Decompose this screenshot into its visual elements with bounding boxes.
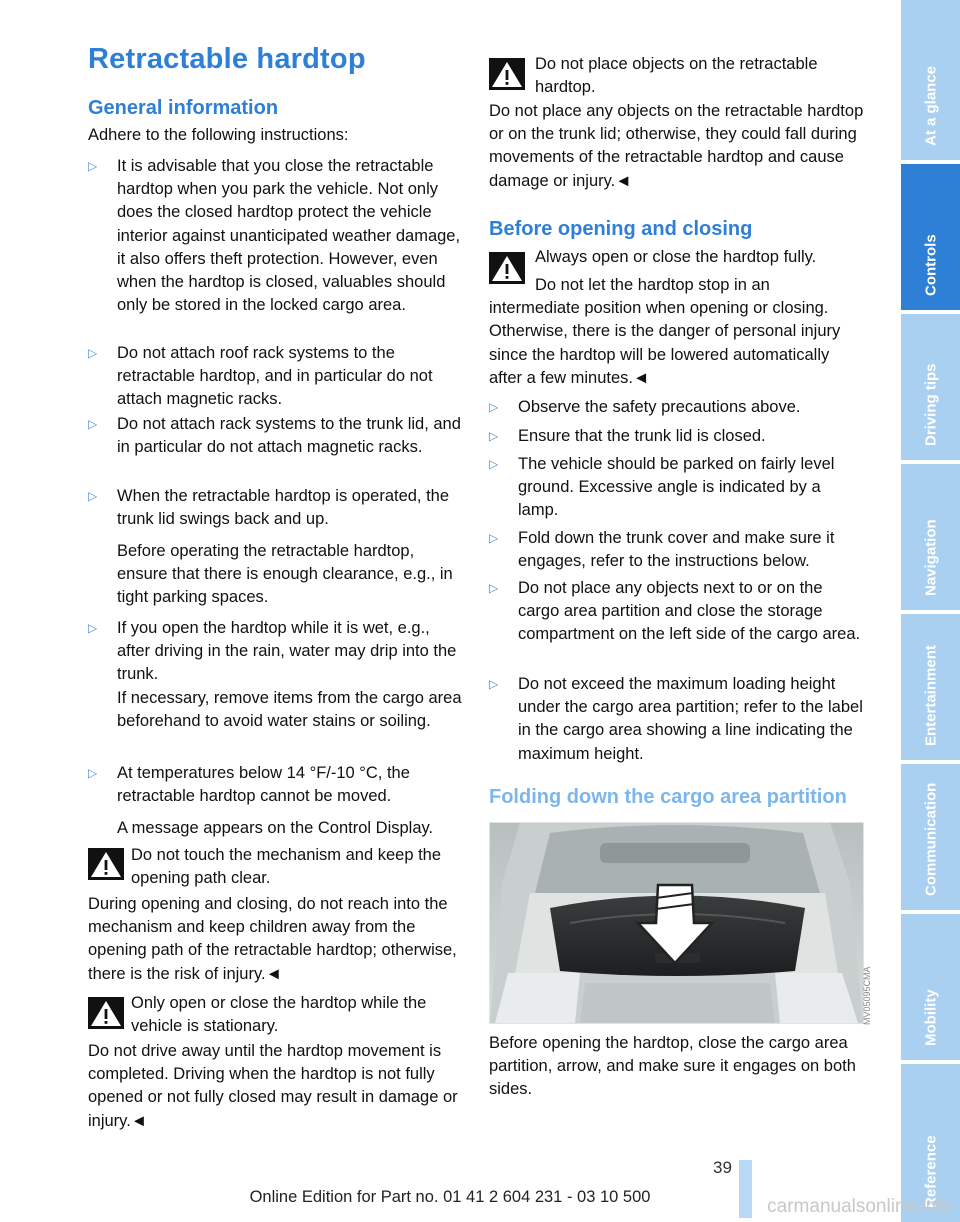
warning-body: Do not place any objects on the retractable hardtop or on the trunk lid; otherwise, they could fall during movements of the retractable hardtop and cause damage or injury.◄ xyxy=(489,102,864,190)
list-item-text: Do not attach roof rack systems to the retractable hardtop, and in particular do not attach magnetic racks. xyxy=(117,344,433,409)
bullet-marker: ▷ xyxy=(489,429,499,443)
heading-folding-partition: Folding down the cargo area partition xyxy=(489,786,847,808)
sidebar-tab-label: At a glance xyxy=(922,65,939,146)
list-item-text: Observe the safety precautions above. xyxy=(518,398,801,416)
page-number: 39 xyxy=(713,1158,732,1177)
warning-body: Do not let the hardtop stop in an intermediate position when opening or closing. Otherwise, there is the danger of personal injury since the hardtop will be lowered automatically after a few minutes.◄ xyxy=(489,276,841,387)
bullet-marker: ▷ xyxy=(489,400,499,414)
sidebar-tab-label: Mobility xyxy=(922,989,939,1046)
list-item xyxy=(489,673,865,767)
list-item xyxy=(489,577,865,671)
warning-icon xyxy=(489,58,525,90)
warning-lead: Always open or close the hardtop fully. xyxy=(535,248,817,266)
list-item xyxy=(88,762,464,810)
warning-lead: Do not touch the mechanism and keep the opening path clear. xyxy=(131,846,442,888)
sidebar-tab-navigation[interactable] xyxy=(901,464,960,610)
bullet-marker: ▷ xyxy=(88,346,98,360)
watermark: carmanualsonline.info xyxy=(767,1196,952,1217)
list-item xyxy=(88,413,464,483)
warning-body: During opening and closing, do not reach into the mechanism and keep children away from the opening path of the retractable hardtop; otherwise, there is the risk of injury.◄ xyxy=(88,895,457,983)
warning-body: Do not drive away until the hardtop movement is completed. Driving when the hardtop is not fully opened or not fully closed may result in damage or injury.◄ xyxy=(88,1042,458,1130)
bullet-continuation: If necessary, remove items from the cargo area beforehand to avoid water stains or soiling. xyxy=(117,689,462,731)
list-item-text: Fold down the trunk cover and make sure it engages, refer to the instructions below. xyxy=(518,529,835,571)
list-item xyxy=(489,527,865,575)
page-title: Retractable hardtop xyxy=(88,43,366,75)
heading-before-opening: Before opening and closing xyxy=(489,218,753,240)
bullet-marker: ▷ xyxy=(489,531,499,545)
list-item-text: When the retractable hardtop is operated, the trunk lid swings back and up. xyxy=(117,487,450,529)
list-item-text: If you open the hardtop while it is wet, e.g., after driving in the rain, water may drip into the trunk. xyxy=(117,619,457,684)
bullet-marker: ▷ xyxy=(88,766,98,780)
bullet-continuation: Before operating the retractable hardtop, ensure that there is enough clearance, e.g., in tight parking spaces. xyxy=(117,542,453,607)
list-item-text: It is advisable that you close the retractable hardtop when you park the vehicle. Not only does the closed hardtop protect the vehicle interior against unanticipated weather damage, it also offers theft protection. However, even when the hardtop is closed, valuables should only be stored in the locked cargo area. xyxy=(117,157,461,315)
list-item xyxy=(88,485,464,533)
bullet-marker: ▷ xyxy=(489,581,499,595)
heading-general-information: General information xyxy=(88,97,279,119)
list-item xyxy=(88,342,464,412)
footer-edition: Online Edition for Part no. 01 41 2 604 231 - 03 10 500 xyxy=(249,1188,651,1206)
sidebar-tab-entertainment[interactable] xyxy=(901,614,960,760)
list-item-text: Ensure that the trunk lid is closed. xyxy=(518,427,766,445)
list-item-text: The vehicle should be parked on fairly level ground. Excessive angle is indicated by a lamp. xyxy=(518,455,835,520)
warning-icon xyxy=(88,848,124,880)
bullet-marker: ▷ xyxy=(88,621,98,635)
photo-caption: Before opening the hardtop, close the cargo area partition, arrow, and make sure it engages on both sides. xyxy=(489,1034,856,1099)
cargo-area-illustration xyxy=(490,823,863,1023)
sidebar-tab-label: Reference xyxy=(922,1135,939,1208)
cargo-partition-photo xyxy=(489,822,864,1024)
sidebar-tab-label: Driving tips xyxy=(922,363,939,446)
warning-lead: Do not place objects on the retractable hardtop. xyxy=(535,55,818,97)
sidebar-tab-label: Entertainment xyxy=(922,645,939,746)
bullet-marker: ▷ xyxy=(489,457,499,471)
sidebar-tab-controls[interactable] xyxy=(901,164,960,310)
bullet-marker: ▷ xyxy=(88,489,98,503)
list-item xyxy=(489,425,865,451)
warning-lead: Only open or close the hardtop while the vehicle is stationary. xyxy=(131,994,427,1036)
list-item xyxy=(88,155,464,335)
sidebar-tab-label: Controls xyxy=(922,234,939,296)
sidebar-tab-driving-tips[interactable] xyxy=(901,314,960,460)
sidebar-tab-label: Navigation xyxy=(922,519,939,596)
sidebar-tab-label: Communication xyxy=(922,782,939,896)
chapter-sidebar xyxy=(901,0,960,1222)
list-item xyxy=(489,396,865,422)
list-item xyxy=(489,453,865,523)
list-item-text: At temperatures below 14 °F/-10 °C, the retractable hardtop cannot be moved. xyxy=(117,764,410,806)
list-item-text: Do not place any objects next to or on the cargo area partition and close the storage compartment on the left side of the cargo area. xyxy=(518,579,861,644)
warning-icon xyxy=(88,997,124,1029)
image-code: MV05095CMA xyxy=(862,966,872,1025)
bullet-marker: ▷ xyxy=(88,159,98,173)
sidebar-tab-at-a-glance[interactable] xyxy=(901,0,960,160)
list-item xyxy=(88,617,464,687)
bullet-marker: ▷ xyxy=(489,677,499,691)
bullet-marker: ▷ xyxy=(88,417,98,431)
sidebar-tab-mobility[interactable] xyxy=(901,914,960,1060)
sidebar-tab-communication[interactable] xyxy=(901,764,960,910)
general-intro: Adhere to the following instructions: xyxy=(88,126,349,144)
bullet-continuation: A message appears on the Control Display. xyxy=(117,819,434,837)
list-item-text: Do not exceed the maximum loading height under the cargo area partition; refer to the label in the cargo area showing a line indicating the maximum height. xyxy=(518,675,863,763)
list-item-text: Do not attach rack systems to the trunk lid, and in particular do not attach magnetic racks. xyxy=(117,415,461,457)
